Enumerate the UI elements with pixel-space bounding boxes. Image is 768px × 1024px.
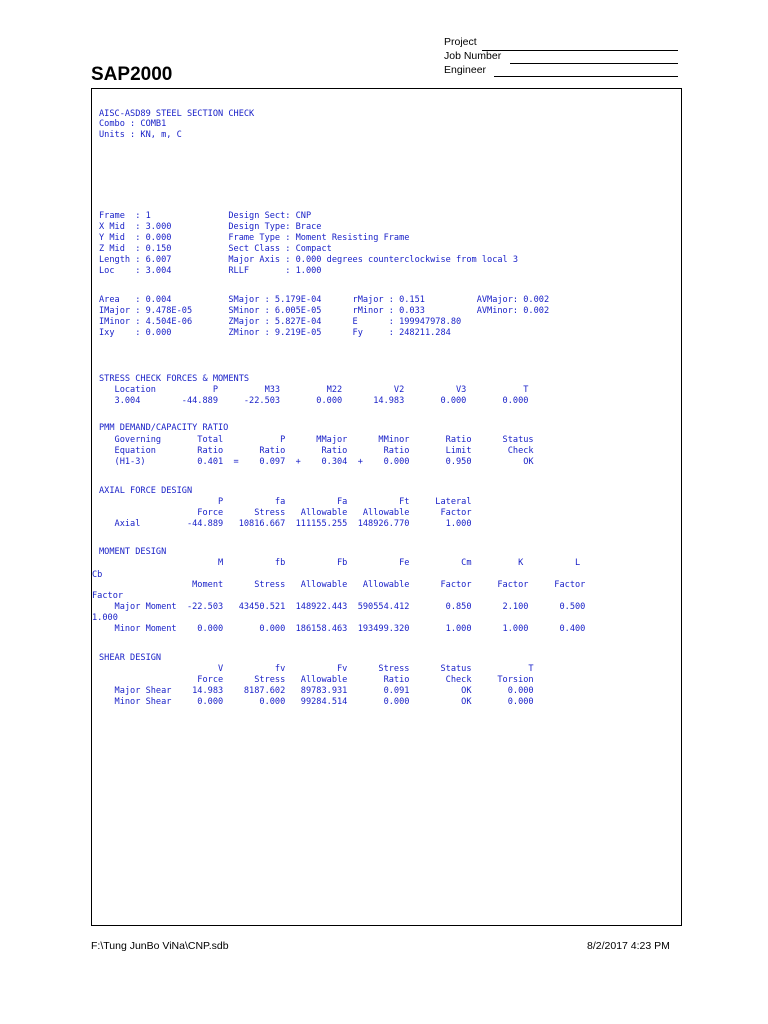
stress-check-heading: STRESS CHECK FORCES & MOMENTS: [99, 374, 250, 384]
frame-info-line: Length : 6.007 Major Axis : 0.000 degrees counterclockwise from local 3: [99, 255, 519, 265]
shear-value-row: Minor Shear 0.000 0.000 99284.514 0.000 OK 0.000: [99, 697, 534, 707]
footer-datetime: 8/2/2017 4:23 PM: [587, 940, 670, 952]
moment-value-row: Minor Moment 0.000 0.000 186158.463 193499.320 1.000 1.000 0.400: [99, 624, 586, 634]
project-field-line: [482, 50, 678, 51]
moment-value-wrap: 1.000: [92, 613, 118, 623]
axial-header-row: Force Stress Allowable Allowable Factor: [99, 508, 472, 518]
frame-info-line: Z Mid : 0.150 Sect Class : Compact: [99, 244, 332, 254]
engineer-field-line: [494, 76, 678, 77]
stress-check-value-row: 3.004 -44.889 -22.503 0.000 14.983 0.000 0.000: [99, 396, 529, 406]
frame-info-line: Y Mid : 0.000 Frame Type : Moment Resisting Frame: [99, 233, 410, 243]
moment-value-row: Major Moment -22.503 43450.521 148922.443 590554.412 0.850 2.100 0.500: [99, 602, 586, 612]
pmm-heading: PMM DEMAND/CAPACITY RATIO: [99, 423, 229, 433]
combo-line: Combo : COMB1: [99, 119, 167, 129]
section-property-line: IMajor : 9.478E-05 SMinor : 6.005E-05 rMinor : 0.033 AVMinor: 0.002: [99, 306, 550, 316]
moment-header-wrap: Cb: [92, 570, 103, 580]
shear-value-row: Major Shear 14.983 8187.602 89783.931 0.091 OK 0.000: [99, 686, 534, 696]
moment-header-row: Moment Stress Allowable Allowable Factor Factor Factor: [99, 580, 586, 590]
frame-info-line: Loc : 3.004 RLLF : 1.000: [99, 266, 322, 276]
axial-header-row: P fa Fa Ft Lateral: [99, 497, 472, 507]
pmm-header-row: Governing Total P MMajor MMinor Ratio Status: [99, 435, 534, 445]
units-line: Units : KN, m, C: [99, 130, 182, 140]
job-number-field-line: [510, 63, 678, 64]
moment-header-wrap: Factor: [92, 591, 124, 601]
project-label: Project: [444, 36, 477, 48]
axial-force-heading: AXIAL FORCE DESIGN: [99, 486, 193, 496]
app-title: SAP2000: [91, 64, 173, 85]
axial-value-row: Axial -44.889 10816.667 111155.255 148926.770 1.000: [99, 519, 472, 529]
section-property-line: Ixy : 0.000 ZMinor : 9.219E-05 Fy : 248211.284: [99, 328, 451, 338]
shear-header-row: V fv Fv Stress Status T: [99, 664, 534, 674]
stress-check-header-row: Location P M33 M22 V2 V3 T: [99, 385, 529, 395]
moment-design-heading: MOMENT DESIGN: [99, 547, 167, 557]
shear-header-row: Force Stress Allowable Ratio Check Torsion: [99, 675, 534, 685]
job-number-label: Job Number: [444, 50, 502, 62]
frame-info-line: X Mid : 3.000 Design Type: Brace: [99, 222, 322, 232]
pmm-header-row: Equation Ratio Ratio Ratio Ratio Limit Check: [99, 446, 534, 456]
section-property-line: Area : 0.004 SMajor : 5.179E-04 rMajor : 0.151 AVMajor: 0.002: [99, 295, 550, 305]
frame-info-line: Frame : 1 Design Sect: CNP: [99, 211, 312, 221]
shear-design-heading: SHEAR DESIGN: [99, 653, 162, 663]
report-body: [92, 89, 681, 707]
report-title: AISC-ASD89 STEEL SECTION CHECK: [99, 109, 255, 119]
footer-file-path: F:\Tung JunBo ViNa\CNP.sdb: [91, 940, 229, 952]
engineer-label: Engineer: [444, 64, 487, 76]
section-property-line: IMinor : 4.504E-06 ZMajor : 5.827E-04 E : 199947978.80: [99, 317, 462, 327]
pmm-value-row: (H1-3) 0.401 = 0.097 + 0.304 + 0.000 0.950 OK: [99, 457, 534, 467]
report-frame: [91, 88, 682, 926]
moment-header-row: M fb Fb Fe Cm K L: [99, 558, 581, 568]
